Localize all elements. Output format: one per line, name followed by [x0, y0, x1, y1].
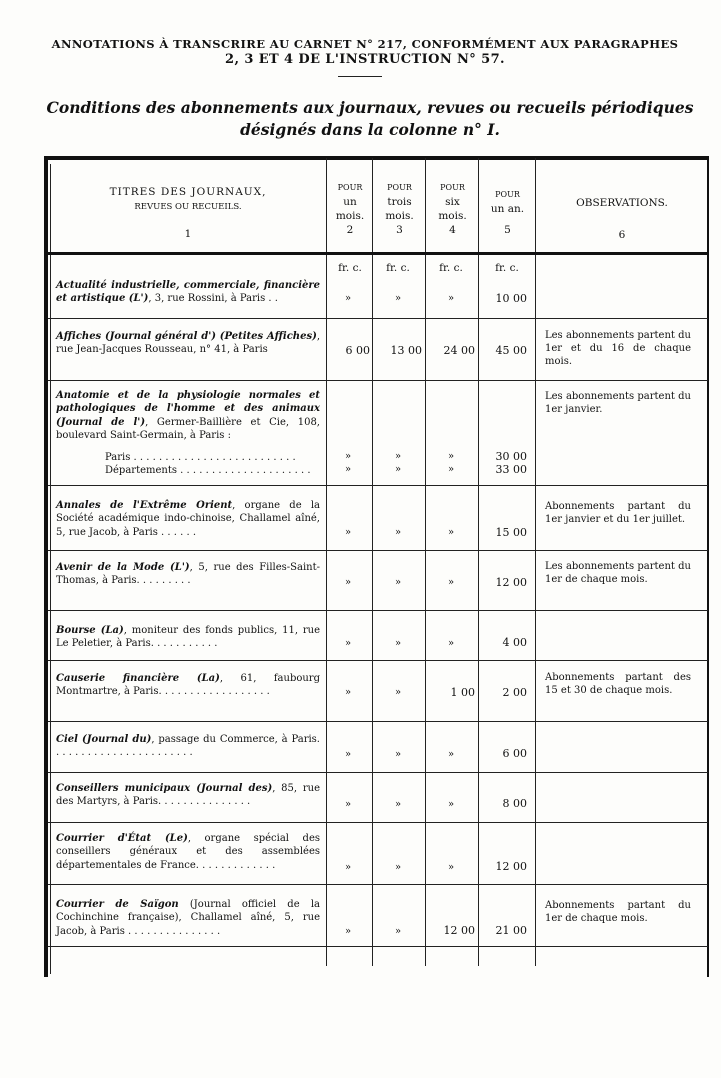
table-row: [56, 733, 320, 760]
price-1-month: »: [344, 577, 352, 588]
column-header-titles: [52, 185, 324, 242]
price-1-year: 12 00: [495, 860, 527, 873]
row-divider: [48, 485, 708, 486]
observations-header: OBSERVATIONS.: [576, 197, 668, 209]
journal-title: Courrier de Saïgon: [56, 899, 179, 910]
heading-rule: [338, 76, 382, 77]
row-divider: [48, 660, 708, 661]
price-3-months: »: [394, 638, 402, 649]
header-rule: [48, 252, 708, 255]
journal-title: Causerie financière (La): [56, 673, 220, 684]
journal-title: Actualité industrielle, commerciale, financière et artistique (L'): [56, 280, 320, 305]
price-1-year: 6 00: [502, 747, 527, 760]
c5-pour: POUR: [495, 190, 520, 199]
journal-title: Anatomie et de la physiologie normales et pathologiques de l'homme et des animaux (Journal de l'): [56, 390, 320, 428]
c4-six: six: [445, 196, 460, 208]
price-1-month: »: [344, 293, 352, 304]
price-1-month: »: [344, 451, 352, 462]
price-6-months: 24 00: [443, 344, 475, 357]
table-row: [56, 782, 320, 809]
price-6-months: »: [447, 293, 455, 304]
unit-c4: fr. c.: [439, 262, 463, 274]
price-3-months: »: [394, 293, 402, 304]
table-subtitle: [40, 97, 700, 141]
journal-address: , 3, rue Rossini, à Paris . .: [148, 293, 278, 305]
journal-title: Avenir de la Mode (L'): [56, 562, 190, 573]
observation-text: Les abonnements partent du 1er janvier.: [545, 391, 691, 415]
column-header-1-year: [480, 188, 535, 237]
journal-address: , 61, faubourg Montmartre, à Paris. . . . . . . . . . . . . . . . . .: [56, 673, 320, 698]
row-divider: [48, 721, 708, 722]
row-divider: [48, 550, 708, 551]
c3-trois: trois: [387, 196, 412, 208]
price-1-year: 4 00: [502, 636, 527, 649]
column-header-3-months: [374, 181, 425, 237]
col-divider-1: [326, 158, 327, 966]
column-number-6: 6: [618, 229, 626, 241]
unit-c2: fr. c.: [338, 262, 362, 274]
price-6-months: »: [447, 749, 455, 760]
heading-line-2: 2, 3 ET 4 DE L'INSTRUCTION N° 57.: [225, 52, 505, 67]
table-row: [56, 832, 320, 872]
c2-mois: mois.: [335, 210, 365, 222]
price-1-month: 6 00: [345, 344, 370, 357]
journal-title: Bourse (La): [56, 625, 124, 636]
journal-address: , moniteur des fonds publics, 11, rue Le Peletier, à Paris. . . . . . . . . . .: [56, 625, 320, 650]
price-1-month: »: [344, 749, 352, 760]
table-row: [56, 389, 320, 442]
column-header-1-month: [328, 181, 372, 237]
column-header-6-months: [427, 181, 478, 237]
col-divider-2: [372, 158, 373, 966]
c3-mois: mois.: [385, 210, 414, 222]
journal-title: Ciel (Journal du): [56, 734, 152, 745]
observation-text: Les abonnements partent du 1er de chaque mois.: [545, 561, 691, 585]
c5-un-an: un an.: [490, 203, 525, 215]
price-3-months: 13 00: [390, 344, 422, 357]
sub-entry-departements: Départements . . . . . . . . . . . . . . . . . . . . .: [105, 465, 311, 476]
price-1-year: 45 00: [495, 344, 527, 357]
col-divider-3: [425, 158, 426, 966]
price-1-month: »: [344, 527, 352, 538]
row-divider: [48, 772, 708, 773]
row-divider: [48, 822, 708, 823]
journal-address: (Journal officiel de la Cochinchine française), Challamel aîné, 5, rue Jacob, à Paris . . . . . . . . . . . . . . .: [56, 899, 320, 937]
journal-address: , organe de la Société académique indo-chinoise, Challamel aîné, 5, rue Jacob, à Paris . . . . . .: [56, 500, 320, 538]
price-3-months: »: [394, 799, 402, 810]
column-number-4: 4: [449, 224, 456, 236]
subtitle-line-1: Conditions des abonnements aux journaux, revues ou recueils périodiques: [46, 98, 694, 117]
price-3-months: »: [394, 527, 402, 538]
price-1-month-departements: »: [344, 464, 352, 475]
price-3-months: »: [394, 749, 402, 760]
journal-address: , Germer-Baillière et Cie, 108, boulevard Saint-Germain, à Paris :: [56, 416, 320, 441]
observation-text: Abonnements partant du 1er de chaque mois.: [545, 900, 691, 924]
price-6-months: »: [447, 638, 455, 649]
heading-line-1: ANNOTATIONS À TRANSCRIRE AU CARNET N° 217, CONFORMÉMENT AUX PARAGRAPHES: [51, 37, 679, 51]
unit-c5: fr. c.: [495, 262, 519, 274]
price-6-months: »: [447, 577, 455, 588]
price-3-months: »: [394, 862, 402, 873]
price-3-months: »: [394, 577, 402, 588]
price-1-year: 2 00: [502, 686, 527, 699]
price-1-month: »: [344, 799, 352, 810]
price-3-months: »: [394, 926, 402, 937]
price-3-months: »: [394, 687, 402, 698]
price-1-year: 8 00: [502, 797, 527, 810]
price-1-month: »: [344, 638, 352, 649]
row-divider: [48, 610, 708, 611]
row-divider: [48, 380, 708, 381]
column-number-5: 5: [504, 224, 511, 236]
price-6-months: 12 00: [443, 924, 475, 937]
subtitle-line-2: désignés dans la colonne n° I.: [240, 120, 500, 139]
row-divider: [48, 318, 708, 319]
unit-c3: fr. c.: [386, 262, 410, 274]
col-divider-4: [478, 158, 479, 966]
column-number-3: 3: [396, 224, 403, 236]
table-inner-border: [50, 164, 51, 974]
journal-title: Courrier d'État (Le): [56, 833, 188, 844]
column-number-2: 2: [346, 224, 354, 236]
c2-pour: POUR: [337, 183, 363, 192]
journal-address: , 5, rue des Filles-Saint-Thomas, à Paris. . . . . . . . .: [56, 562, 320, 587]
sub-entry-paris: Paris . . . . . . . . . . . . . . . . . . . . . . . . . .: [105, 452, 296, 463]
table-row: [56, 624, 320, 651]
c3-pour: POUR: [387, 183, 412, 192]
c4-mois: mois.: [438, 210, 467, 222]
column-header-observations: [537, 196, 707, 242]
price-6-months-departements: »: [447, 464, 455, 475]
table-row: [56, 330, 320, 357]
page-heading: [20, 36, 710, 68]
price-1-year: 12 00: [495, 576, 527, 589]
observation-text: Abonnements partant du 1er janvier et du 1er juillet.: [545, 501, 691, 525]
table-row: [56, 499, 320, 539]
journal-title: Annales de l'Extrême Orient: [56, 500, 233, 511]
price-1-year: 21 00: [495, 924, 527, 937]
price-6-months: »: [447, 451, 455, 462]
journal-address: , rue Jean-Jacques Rousseau, n° 41, à Paris: [56, 331, 320, 356]
titles-header-main: TITRES DES JOURNAUX,: [109, 186, 267, 198]
price-1-year-departements: 33 00: [495, 463, 527, 476]
price-3-months-departements: »: [394, 464, 402, 475]
price-1-month: »: [344, 862, 352, 873]
price-1-month: »: [344, 687, 352, 698]
price-6-months: »: [447, 862, 455, 873]
observation-text: Abonnements partant des 15 et 30 de chaque mois.: [545, 672, 691, 696]
price-6-months: 1 00: [450, 686, 475, 699]
journal-address: , organe spécial des conseillers généraux et des assemblées départementales de France. . . . . . . . . . . . .: [56, 833, 320, 871]
c2-un: un: [343, 196, 357, 208]
column-number-1: 1: [184, 228, 192, 240]
price-1-month: »: [344, 926, 352, 937]
table-row: [56, 898, 320, 938]
journal-address: , 85, rue des Martyrs, à Paris. . . . . . . . . . . . . . .: [56, 783, 320, 808]
price-6-months: »: [447, 527, 455, 538]
row-divider: [48, 884, 708, 885]
observation-text: Les abonnements partent du 1er et du 16 de chaque mois.: [545, 330, 691, 367]
titles-header-sub: REVUES OU RECUEILS.: [134, 202, 242, 212]
journal-address: , passage du Commerce, à Paris. . . . . . . . . . . . . . . . . . . . . . .: [56, 734, 320, 759]
col-divider-5: [535, 158, 536, 966]
journal-title: Affiches (Journal général d') (Petites Affiches): [56, 331, 317, 342]
row-divider: [48, 946, 708, 947]
price-3-months: »: [394, 451, 402, 462]
price-1-year: 10 00: [495, 292, 527, 305]
table-row: [56, 672, 320, 699]
c4-pour: POUR: [440, 183, 465, 192]
journal-title: Conseillers municipaux (Journal des): [56, 783, 273, 794]
price-6-months: »: [447, 799, 455, 810]
table-row: [56, 279, 320, 306]
price-1-year: 30 00: [495, 450, 527, 463]
table-row: [56, 561, 320, 588]
price-1-year: 15 00: [495, 526, 527, 539]
